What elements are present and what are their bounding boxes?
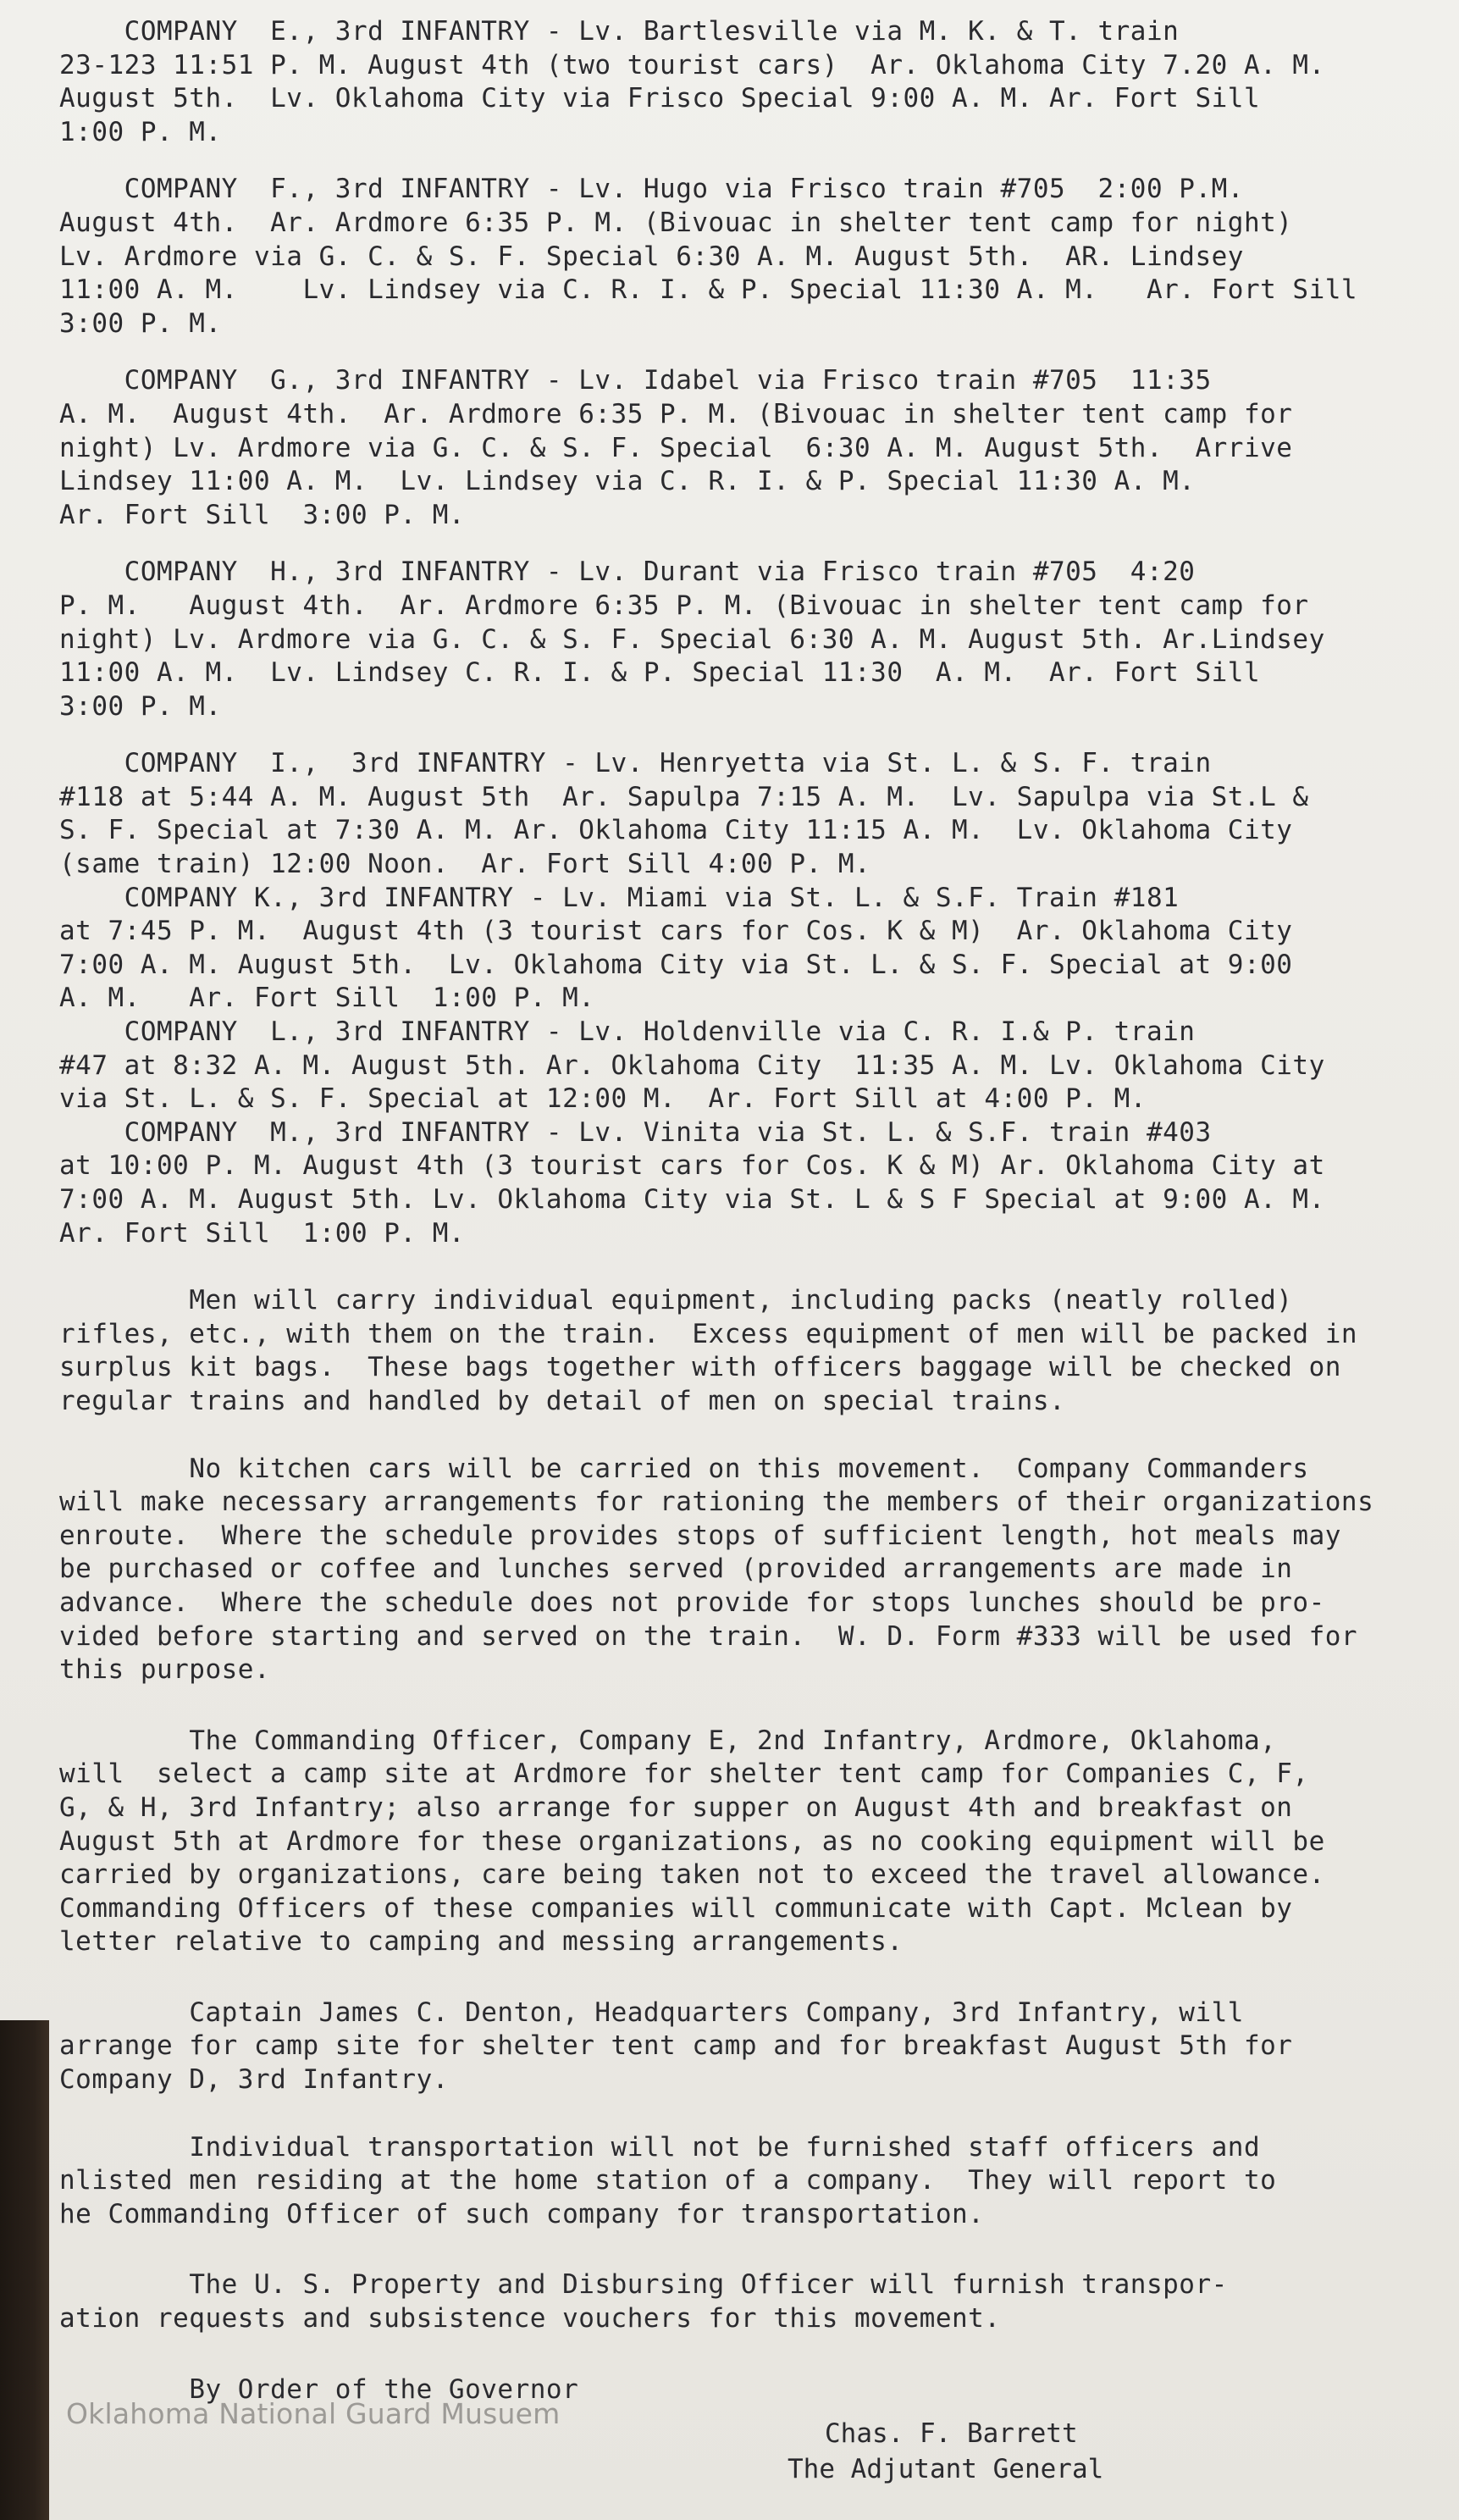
- signatory-name: Chas. F. Barrett: [825, 2418, 1078, 2449]
- signatory-title: The Adjutant General: [788, 2454, 1104, 2484]
- property-officer-notice: The U. S. Property and Disbursing Officer will furnish transpor- ation requests and subsistence vouchers for this movement.: [59, 2269, 1228, 2334]
- document-body: [59, 15, 1431, 2406]
- museum-watermark: Oklahoma National Guard Musuem: [66, 2397, 561, 2430]
- company-g-schedule: COMPANY G., 3rd INFANTRY - Lv. Idabel via Frisco train #705 11:35 A. M. August 4th. Ar. Ardmore 6:35 P. M. (Bivouac in shelter tent camp for night) Lv. Ardmore via G. C. & S. F. Special 6:30 A. M. August 5th. Arrive Lindsey 11:00 A. M. Lv. Lindsey via C. R. I. & P. Special 11:30 A. M. Ar. Fort Sill 3:00 P. M.: [59, 365, 1293, 530]
- company-f-schedule: COMPANY F., 3rd INFANTRY - Lv. Hugo via Frisco train #705 2:00 P.M. August 4th. Ar. Ardmore 6:35 P. M. (Bivouac in shelter tent camp for night) Lv. Ardmore via G. C. & S. F. Special 6:30 A. M. August 5th. AR. Lindsey 11:00 A. M. Lv. Lindsey via C. R. I. & P. Special 11:30 A. M. Ar. Fort Sill 3:00 P. M.: [59, 174, 1358, 339]
- ardmore-camp-notice: The Commanding Officer, Company E, 2nd Infantry, Ardmore, Oklahoma, will select a camp site at Ardmore for shelter tent camp for Companies C, F, G, & H, 3rd Infantry; also arrange for supper on August 4th and breakfast on August 5th at Ardmore for these organizations, as no cooking equipment will be carried by organizations, care being taken not to exceed the travel allowance. Commanding Officers of these companies will communicate with Capt. Mclean by letter relative to camping and messing arrangements.: [59, 1725, 1325, 1958]
- company-e-schedule: COMPANY E., 3rd INFANTRY - Lv. Bartlesville via M. K. & T. train 23-123 11:51 P. M. August 4th (two tourist cars) Ar. Oklahoma City 7.20 A. M. August 5th. Lv. Oklahoma City via Frisco Special 9:00 A. M. Ar. Fort Sill 1:00 P. M.: [59, 16, 1325, 147]
- denton-camp-notice: Captain James C. Denton, Headquarters Company, 3rd Infantry, will arrange for camp site for shelter tent camp and for breakfast August 5th for Company D, 3rd Infantry.: [59, 1997, 1293, 2096]
- order-of-governor: By Order of the Governor: [59, 2373, 579, 2405]
- page-edge-shadow: [0, 2020, 49, 2520]
- kitchen-notice: No kitchen cars will be carried on this movement. Company Commanders will make necessary arrangements for rationing the members of their organizations enroute. Where the schedule provides stops of sufficient length, hot meals may be purchased or coffee and lunches served (provided arrangements are made in advance. Where the schedule does not provide for stops lunches should be pro- vided before starting and served on the train. W. D. Form #333 will be used for this purpose.: [59, 1453, 1374, 1686]
- company-m-schedule: COMPANY M., 3rd INFANTRY - Lv. Vinita via St. L. & S.F. train #403 at 10:00 P. M. August 4th (3 tourist cars for Cos. K & M) Ar. Oklahoma City at 7:00 A. M. August 5th. Lv. Oklahoma City via St. L & S F Special at 9:00 A. M. Ar. Fort Sill 1:00 P. M.: [59, 1116, 1325, 1249]
- company-h-schedule: COMPANY H., 3rd INFANTRY - Lv. Durant via Frisco train #705 4:20 P. M. August 4th. Ar. Ardmore 6:35 P. M. (Bivouac in shelter tent camp for night) Lv. Ardmore via G. C. & S. F. Special 6:30 A. M. August 5th. Ar.Lindsey 11:00 A. M. Lv. Lindsey C. R. I. & P. Special 11:30 A. M. Ar. Fort Sill 3:00 P. M.: [59, 557, 1325, 722]
- company-l-schedule: COMPANY L., 3rd INFANTRY - Lv. Holdenville via C. R. I.& P. train #47 at 8:32 A. M. August 5th. Ar. Oklahoma City 11:35 A. M. Lv. Oklahoma City via St. L. & S. F. Special at 12:00 M. Ar. Fort Sill at 4:00 P. M.: [59, 1016, 1325, 1115]
- staff-transport-notice: Individual transportation will not be furnished staff officers and nlisted men residing at the home station of a company. They will report to he Commanding Officer of such company for transportation.: [59, 2131, 1277, 2229]
- company-k-schedule: COMPANY K., 3rd INFANTRY - Lv. Miami via St. L. & S.F. Train #181 at 7:45 P. M. August 4th (3 tourist cars for Cos. K & M) Ar. Oklahoma City 7:00 A. M. August 5th. Lv. Oklahoma City via St. L. & S. F. Special at 9:00 A. M. Ar. Fort Sill 1:00 P. M.: [59, 882, 1293, 1014]
- company-i-schedule: COMPANY I., 3rd INFANTRY - Lv. Henryetta via St. L. & S. F. train #118 at 5:44 A. M. August 5th Ar. Sapulpa 7:15 A. M. Lv. Sapulpa via St.L & S. F. Special at 7:30 A. M. Ar. Oklahoma City 11:15 A. M. Lv. Oklahoma City (same train) 12:00 Noon. Ar. Fort Sill 4:00 P. M.: [59, 748, 1309, 880]
- equipment-notice: Men will carry individual equipment, including packs (neatly rolled) rifles, etc., with them on the train. Excess equipment of men will be packed in surplus kit bags. These bags together with officers baggage will be checked on regular trains and handled by detail of men on special trains.: [59, 1285, 1358, 1416]
- signature-block: [788, 2416, 1228, 2487]
